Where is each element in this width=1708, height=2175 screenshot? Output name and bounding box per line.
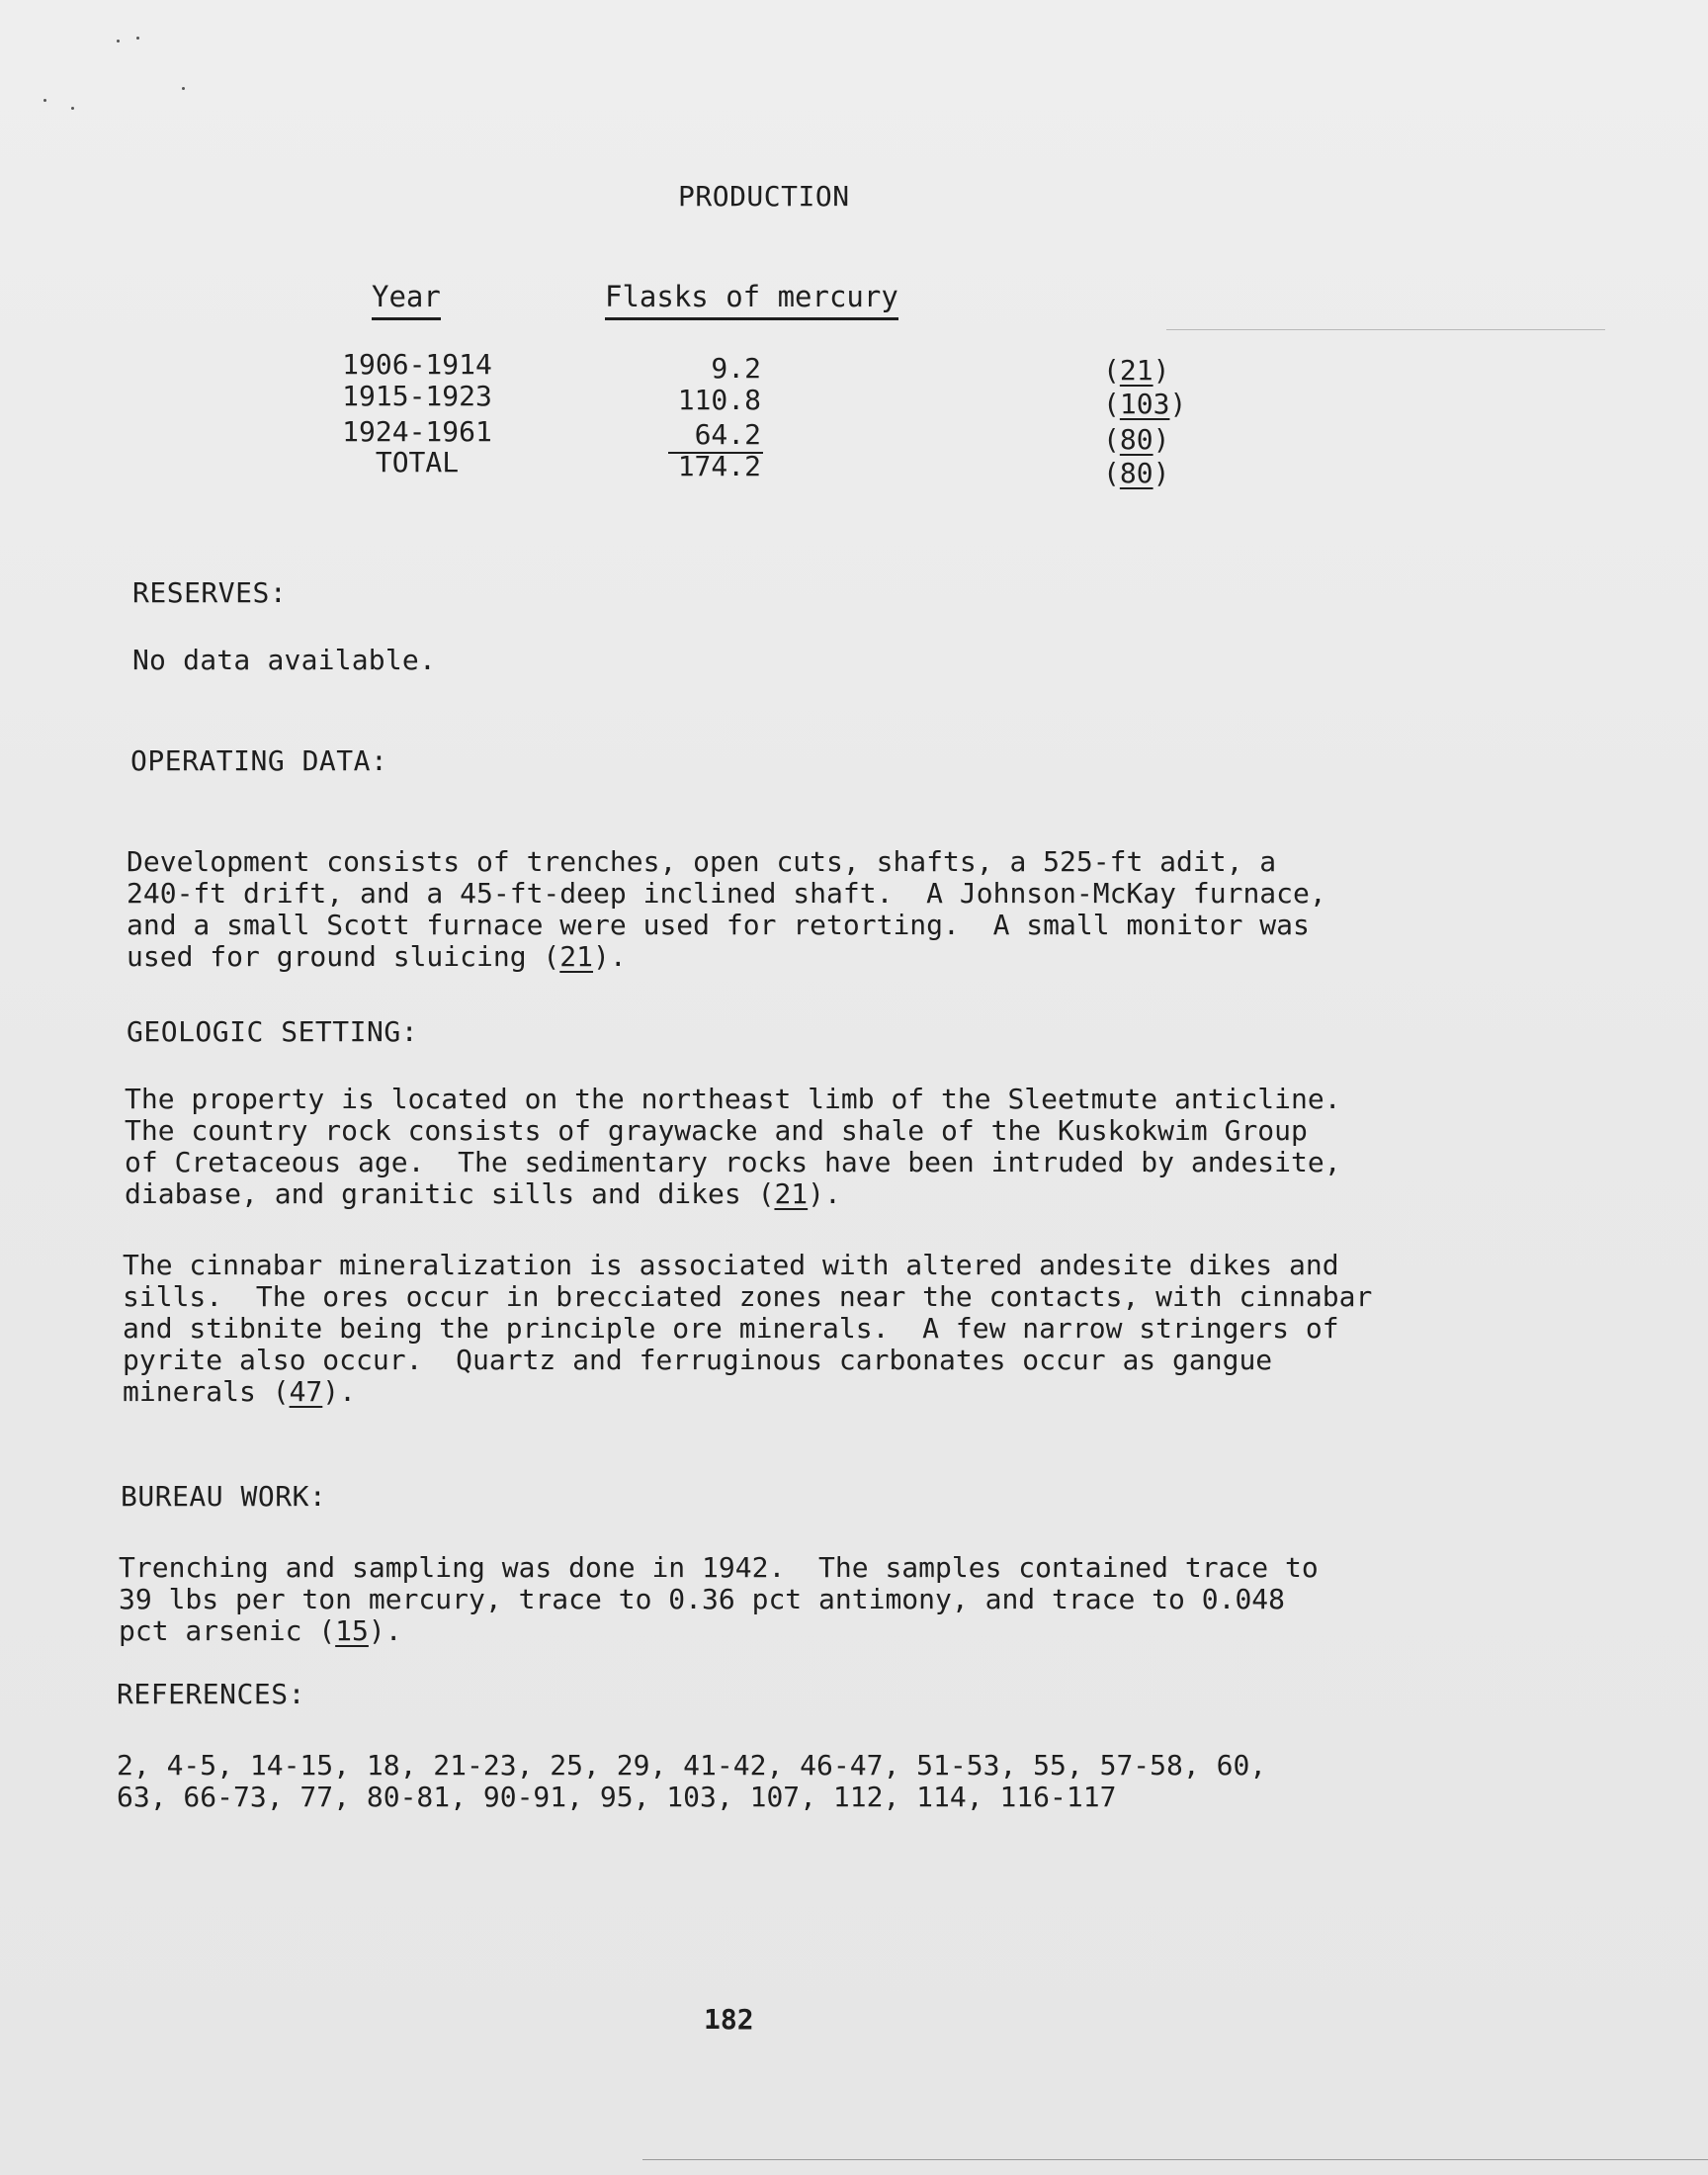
scan-speck bbox=[182, 87, 185, 90]
scan-speck bbox=[71, 107, 74, 110]
text-line: and stibnite being the principle ore minerals. A few narrow stringers of bbox=[123, 1312, 1339, 1345]
text-line: minerals (47). bbox=[123, 1375, 357, 1408]
text-line: 2, 4-5, 14-15, 18, 21-23, 25, 29, 41-42, 46-47, 51-53, 55, 57-58, 60, bbox=[117, 1749, 1267, 1782]
reserves-heading: RESERVES: bbox=[132, 576, 288, 609]
row-reference: (80) bbox=[1103, 423, 1170, 456]
text-line: sills. The ores occur in brecciated zones near the contacts, with cinnabar bbox=[123, 1280, 1373, 1313]
reference-number: 80 bbox=[1119, 423, 1153, 456]
text-line: 39 lbs per ton mercury, trace to 0.36 pct antimony, and trace to 0.048 bbox=[119, 1583, 1286, 1615]
text-line: Development consists of trenches, open cuts, shafts, a 525-ft adit, a bbox=[127, 845, 1277, 878]
geologic-paragraph-2 bbox=[123, 1250, 1427, 1408]
citation: 47 bbox=[289, 1375, 323, 1408]
text-line: Trenching and sampling was done in 1942. The samples contained trace to bbox=[119, 1551, 1319, 1584]
scan-line bbox=[642, 2159, 1708, 2160]
row-flasks: 174.2 bbox=[677, 450, 761, 482]
column-header-flasks: Flasks of mercury bbox=[605, 280, 898, 320]
operating-heading: OPERATING DATA: bbox=[130, 744, 388, 777]
production-title: PRODUCTION bbox=[678, 180, 850, 213]
row-year: TOTAL bbox=[375, 446, 460, 478]
reserves-text: No data available. bbox=[132, 644, 437, 676]
row-reference: (80) bbox=[1103, 457, 1170, 489]
text-line: The property is located on the northeast limb of the Sleetmute anticline. bbox=[125, 1083, 1341, 1115]
row-reference: (103) bbox=[1103, 388, 1187, 420]
row-reference: (21) bbox=[1103, 354, 1170, 387]
row-year: 1915-1923 bbox=[342, 380, 492, 412]
text-line: The country rock consists of graywacke and shale of the Kuskokwim Group bbox=[125, 1114, 1308, 1147]
references-heading: REFERENCES: bbox=[117, 1678, 305, 1710]
geologic-heading: GEOLOGIC SETTING: bbox=[127, 1015, 419, 1048]
reference-number: 21 bbox=[1119, 354, 1153, 387]
text-line: diabase, and granitic sills and dikes (21). bbox=[125, 1177, 841, 1210]
text-line: of Cretaceous age. The sedimentary rocks have been intruded by andesite, bbox=[125, 1146, 1341, 1178]
scan-speck bbox=[43, 99, 46, 102]
text-line: used for ground sluicing (21). bbox=[127, 940, 627, 973]
column-header-year: Year bbox=[372, 280, 441, 320]
geologic-paragraph-1 bbox=[125, 1084, 1429, 1210]
citation: 21 bbox=[774, 1177, 809, 1210]
references-list bbox=[117, 1750, 1421, 1813]
row-year: 1906-1914 bbox=[342, 348, 492, 381]
row-flasks: 110.8 bbox=[677, 384, 761, 416]
scan-speck bbox=[136, 37, 139, 40]
bureau-heading: BUREAU WORK: bbox=[121, 1480, 327, 1513]
text-line: pyrite also occur. Quartz and ferruginous carbonates occur as gangue bbox=[123, 1344, 1273, 1376]
row-flasks: 9.2 bbox=[711, 352, 761, 385]
page-number: 182 bbox=[704, 2003, 754, 2036]
reference-number: 103 bbox=[1119, 388, 1170, 420]
reference-number: 80 bbox=[1119, 457, 1153, 489]
citation: 21 bbox=[559, 940, 594, 973]
scan-speck bbox=[117, 40, 120, 43]
bureau-paragraph bbox=[119, 1552, 1423, 1647]
citation: 15 bbox=[335, 1614, 369, 1647]
text-line: 63, 66-73, 77, 80-81, 90-91, 95, 103, 107, 112, 114, 116-117 bbox=[117, 1781, 1117, 1813]
text-line: pct arsenic (15). bbox=[119, 1614, 402, 1647]
row-year: 1924-1961 bbox=[342, 415, 492, 448]
operating-paragraph bbox=[127, 846, 1431, 973]
scan-line bbox=[1166, 329, 1605, 330]
row-flasks: 64.2 bbox=[694, 418, 761, 451]
text-line: The cinnabar mineralization is associated with altered andesite dikes and bbox=[123, 1249, 1339, 1281]
text-line: 240-ft drift, and a 45-ft-deep inclined shaft. A Johnson-McKay furnace, bbox=[127, 877, 1326, 910]
text-line: and a small Scott furnace were used for retorting. A small monitor was bbox=[127, 909, 1310, 941]
